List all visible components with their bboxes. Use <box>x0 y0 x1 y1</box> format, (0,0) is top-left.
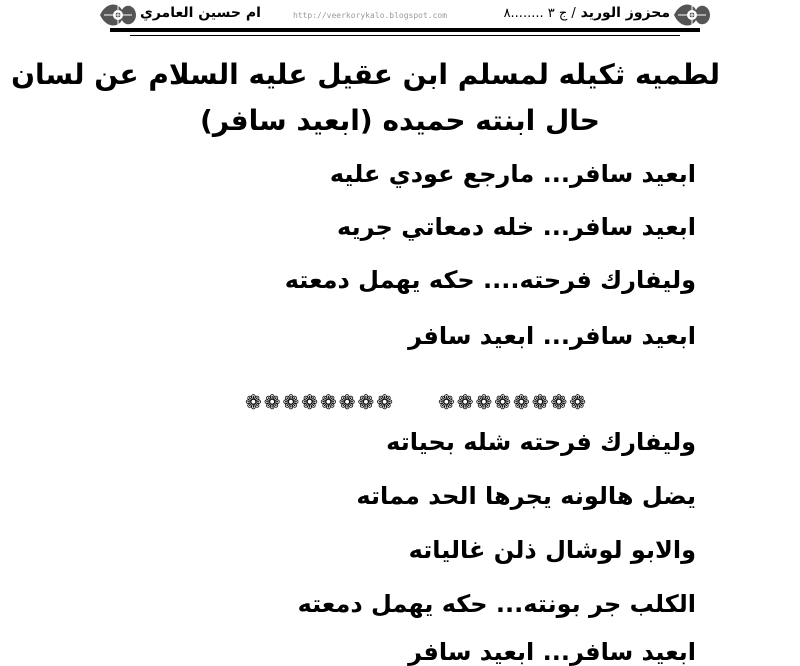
verse-line: وليفارك فرحته شله بحياته <box>386 428 696 456</box>
verse-line: وليفارك فرحته.... حكه يهمل دمعته <box>284 266 696 294</box>
verse-line: يضل هالونه يجرها الحد مماته <box>356 482 696 510</box>
verse-line: ابعيد سافر... ابعيد سافر <box>408 322 696 350</box>
verse-line: والابو لوشال ذلن غالياته <box>408 536 696 564</box>
floral-ornament-icon <box>96 0 140 30</box>
poem-title-line-2: حال ابنته حميده (ابعيد سافر) <box>200 104 600 137</box>
header-book: محزوز الوريد / ج ٣ ........٨ <box>503 5 670 21</box>
verse-line: ابعيد سافر... ابعيد سافر <box>408 638 696 666</box>
separator-stars-left: ❁❁❁❁❁❁❁❁ <box>245 390 396 414</box>
separator-stars-right: ❁❁❁❁❁❁❁❁ <box>438 390 589 414</box>
header-watermark-url: http://veerkorykalo.blogspot.com <box>292 11 448 20</box>
floral-ornament-icon <box>670 0 714 30</box>
poem-title-line-1: لطميه ثكيله لمسلم ابن عقيل عليه السلام عن لسان <box>11 58 720 91</box>
header-part: / ج ٣ ........٨ <box>503 6 576 21</box>
verse-line: الكلب جر بونته... حكه يهمل دمعته <box>297 590 696 618</box>
verse-line: ابعيد سافر... مارجع عودي عليه <box>329 160 696 188</box>
header-divider <box>110 28 700 32</box>
header-divider-thin <box>130 35 680 36</box>
verse-line: ابعيد سافر... خله دمعاتي جريه <box>337 213 696 241</box>
header-author: ام حسين العامري <box>140 5 261 21</box>
page-header <box>100 0 710 30</box>
